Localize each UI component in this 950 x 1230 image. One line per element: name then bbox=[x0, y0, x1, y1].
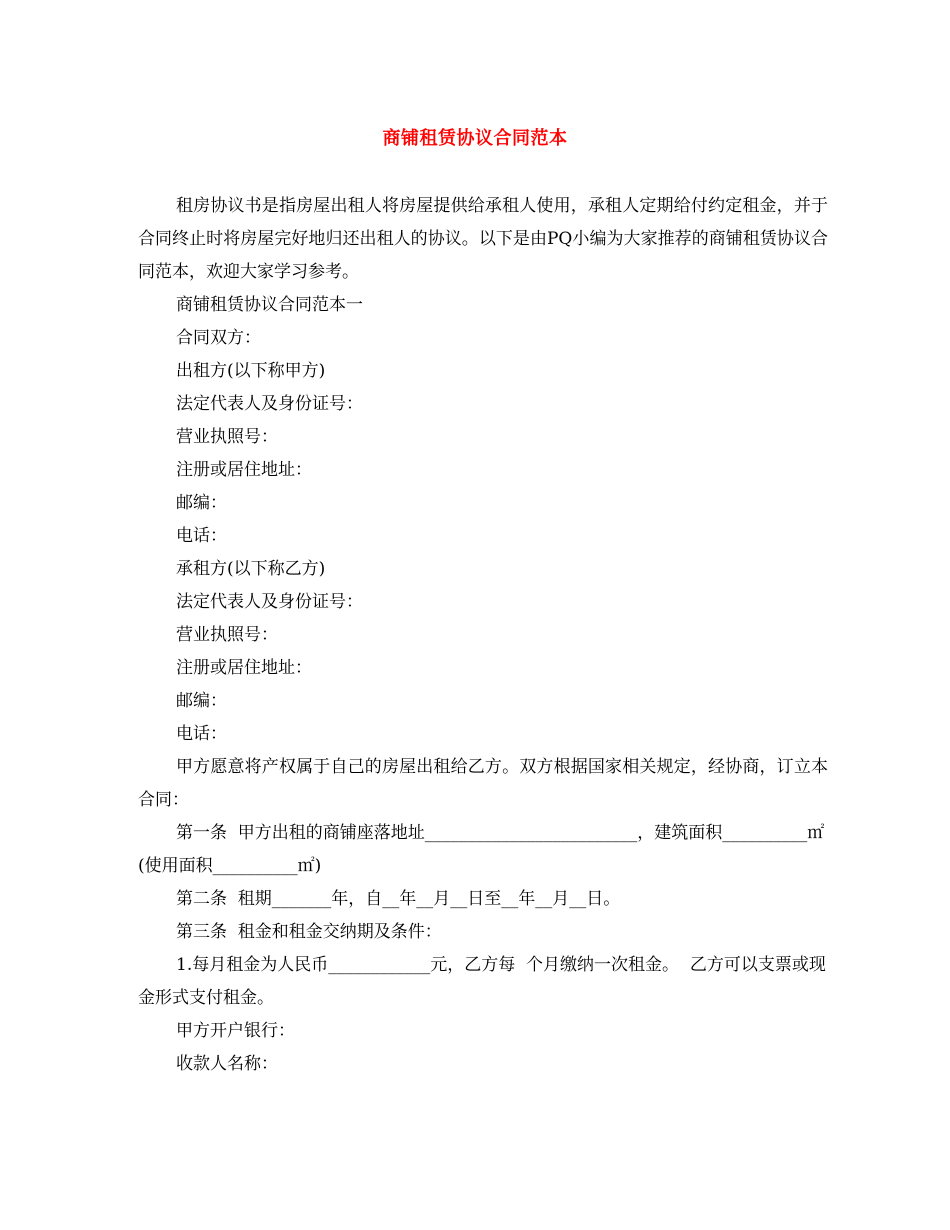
lessee-legal-rep-field: 法定代表人及身份证号： bbox=[176, 592, 363, 612]
agreement-preamble: 甲方愿意将产权属于自己的房屋出租给乙方。双方根据国家相关规定，经协商，订立本合同： bbox=[138, 757, 828, 810]
lessor-label: 出租方(以下称甲方) bbox=[176, 361, 326, 381]
document-body bbox=[138, 190, 828, 1081]
contract-parties-label: 合同双方： bbox=[176, 328, 261, 348]
lessor-phone-field: 电话： bbox=[176, 526, 227, 546]
intro-paragraph: 租房协议书是指房屋出租人将房屋提供给承租人使用，承租人定期给付约定租金，并于合同终止时将房屋完好地归还出租人的协议。以下是由PQ小编为大家推荐的商铺租赁协议合同范本，欢迎大家学习参考。 bbox=[138, 196, 828, 282]
lessor-address-field: 注册或居住地址： bbox=[176, 460, 312, 480]
lessee-license-field: 营业执照号： bbox=[176, 625, 278, 645]
lessor-license-field: 营业执照号： bbox=[176, 427, 278, 447]
section-heading: 商铺租赁协议合同范本一 bbox=[176, 295, 363, 315]
payee-name-field: 收款人名称： bbox=[176, 1054, 278, 1074]
lessor-legal-rep-field: 法定代表人及身份证号： bbox=[176, 394, 363, 414]
article-1: 第一条 甲方出租的商铺座落地址_________________________，建筑面积__________㎡(使用面积__________㎡) bbox=[138, 823, 825, 876]
document-title: 商铺租赁协议合同范本 bbox=[382, 128, 568, 149]
article-3: 第三条 租金和租金交纳期及条件： bbox=[176, 922, 442, 942]
lessor-bank-field: 甲方开户银行： bbox=[176, 1021, 295, 1041]
article-3-item-1: 1.每月租金为人民币____________元，乙方每 个月缴纳一次租金。 乙方可以支票或现金形式支付租金。 bbox=[138, 955, 826, 1008]
article-2: 第二条 租期_______年，自__年__月__日至__年__月__日。 bbox=[176, 889, 621, 909]
lessee-postcode-field: 邮编： bbox=[176, 691, 227, 711]
lessee-phone-field: 电话： bbox=[176, 724, 227, 744]
lessor-postcode-field: 邮编： bbox=[176, 493, 227, 513]
lessee-address-field: 注册或居住地址： bbox=[176, 658, 312, 678]
lessee-label: 承租方(以下称乙方) bbox=[176, 559, 326, 579]
